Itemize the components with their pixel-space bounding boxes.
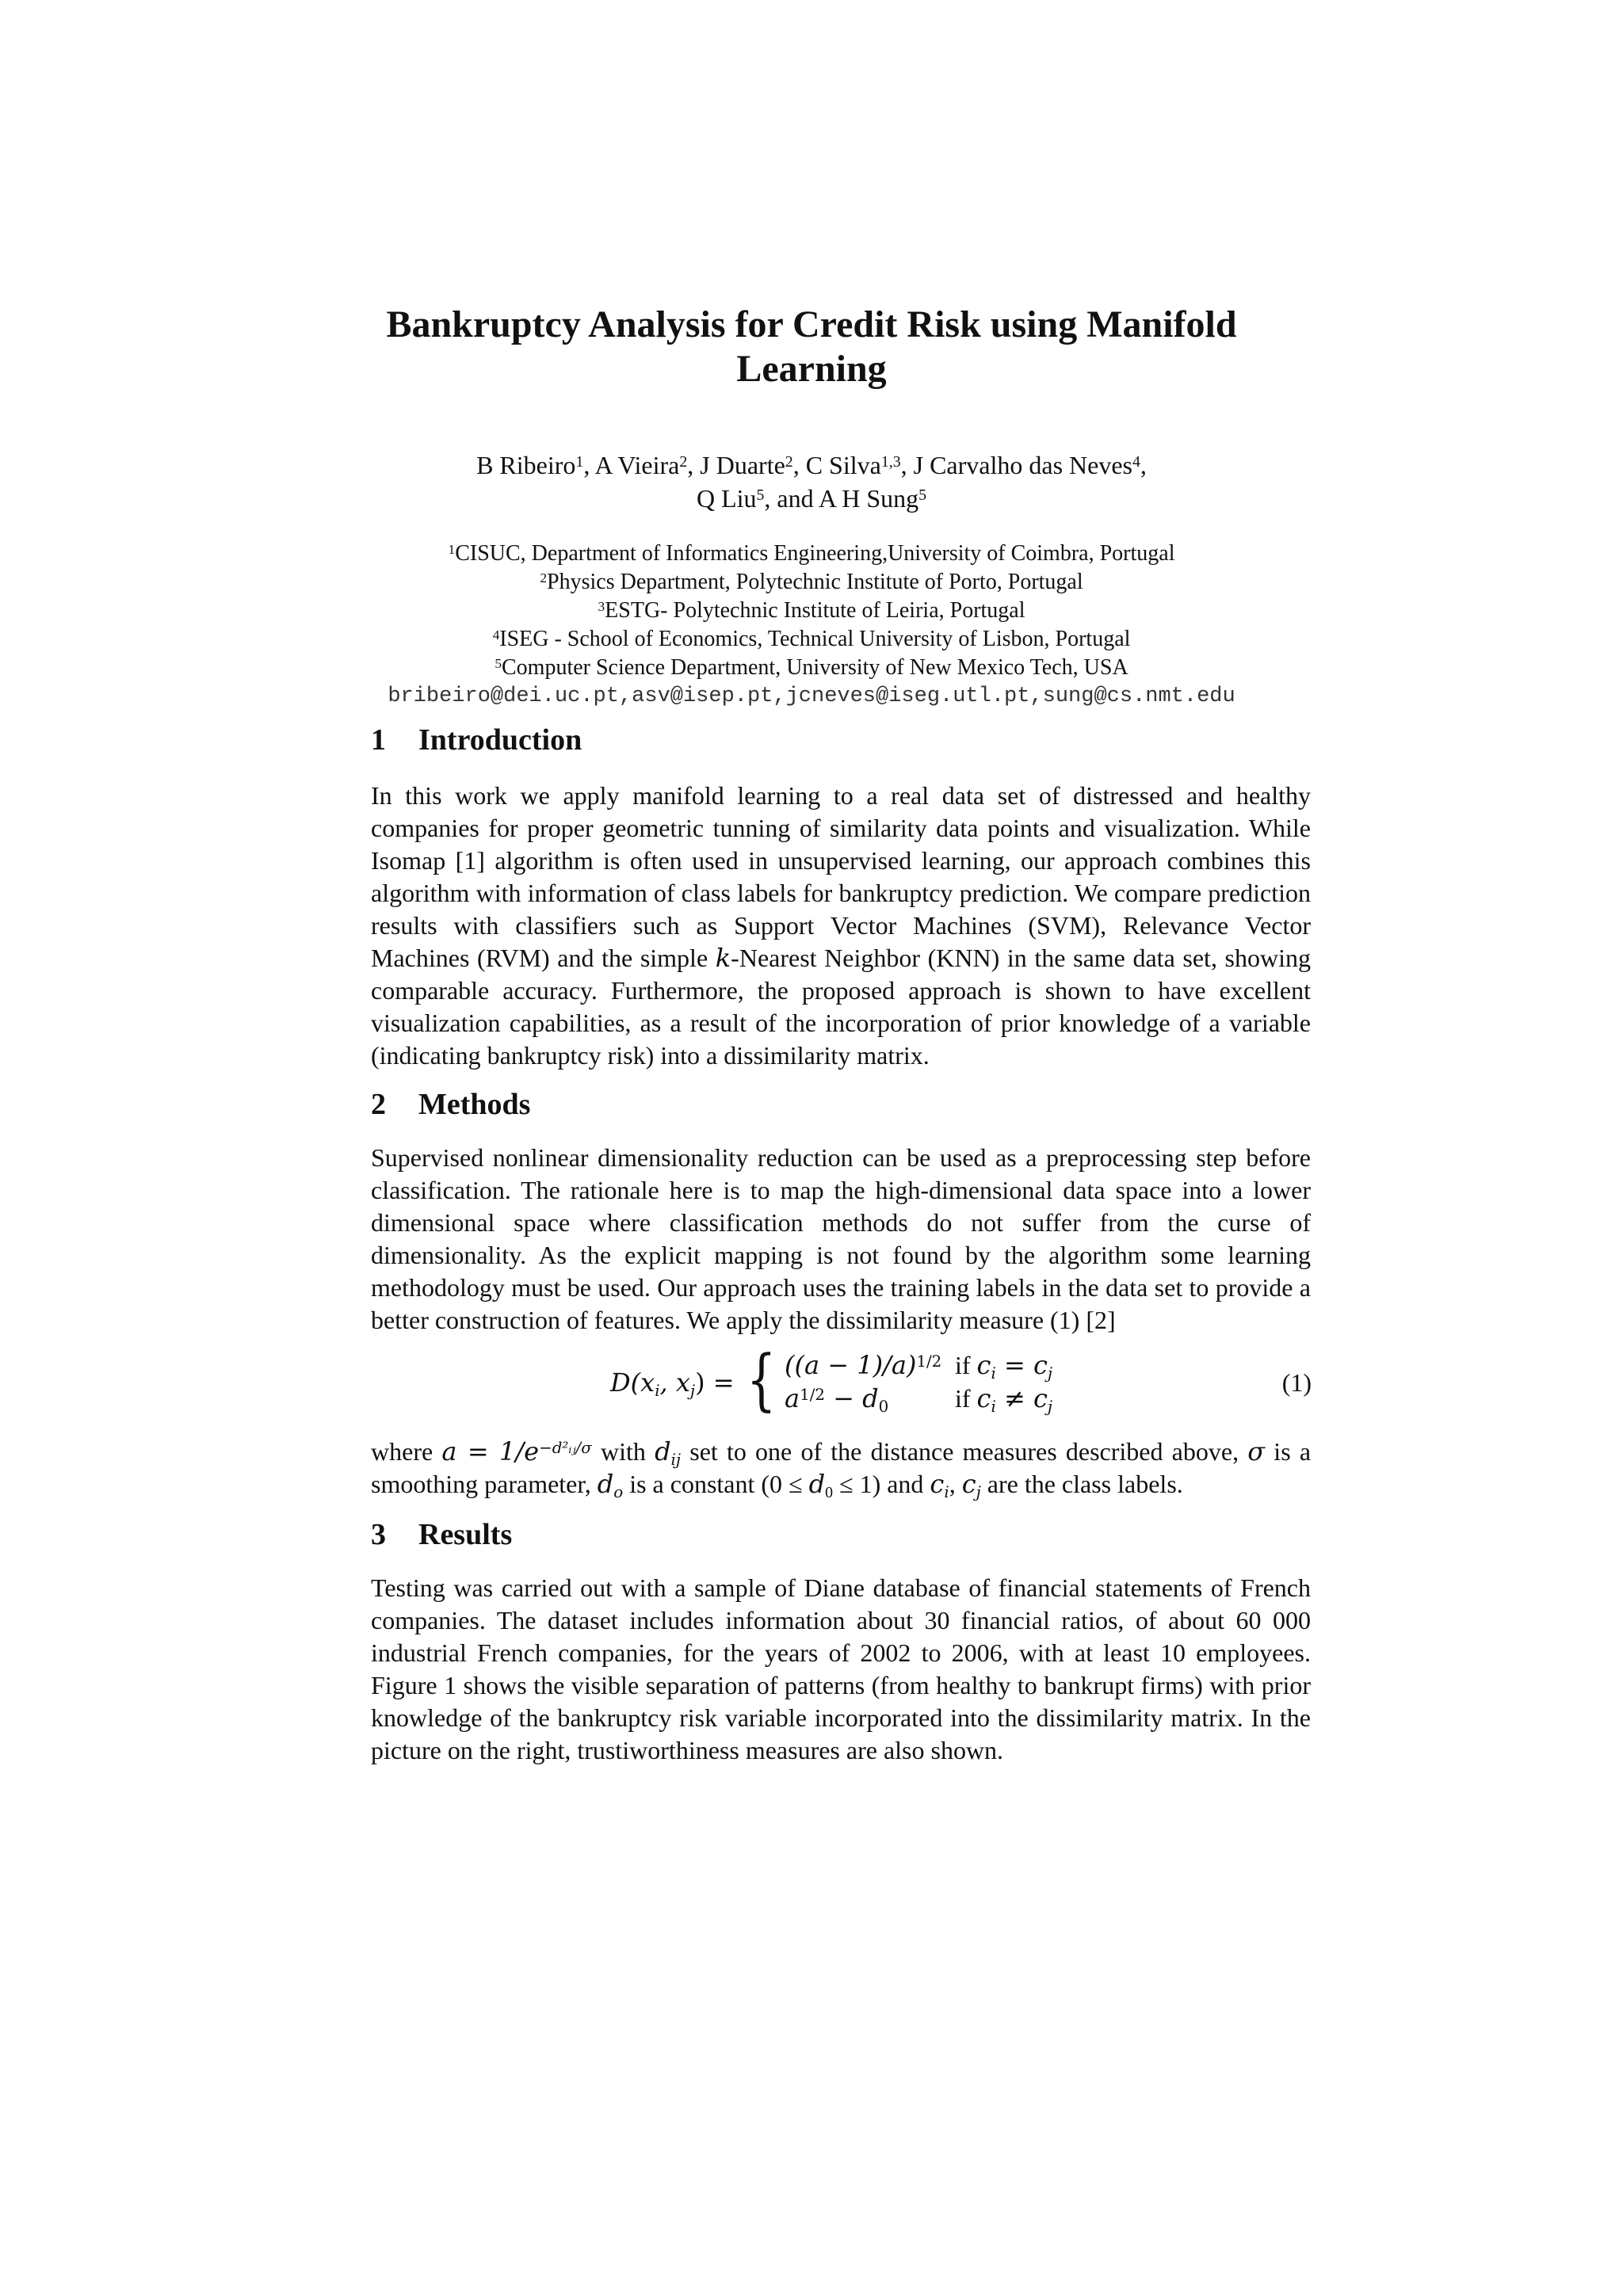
equation-1 — [606, 1343, 1312, 1422]
author-affil-mark: 5 — [756, 486, 765, 505]
author-affil-mark: 1,3 — [880, 453, 901, 471]
math-c: c — [961, 1469, 976, 1499]
equation-brace: { — [747, 1341, 777, 1418]
text-part: , — [949, 1470, 962, 1498]
text-part: are the class labels. — [980, 1470, 1183, 1498]
affiliation — [0, 597, 1623, 625]
section-number: 2 — [371, 1088, 386, 1121]
affiliation-mark: 5 — [495, 656, 502, 672]
eq-part: 0 — [878, 1397, 889, 1416]
author-affil-mark: 5 — [918, 486, 927, 505]
eq-part: 1/2 — [916, 1352, 942, 1371]
math-sub: i — [944, 1482, 949, 1501]
affiliation — [0, 625, 1623, 654]
eq-part: ((a − 1)/a) — [785, 1350, 917, 1380]
affiliation-mark: 1 — [448, 542, 456, 558]
equation-number: (1) — [1281, 1368, 1312, 1397]
eq-part: 1/2 — [800, 1386, 825, 1405]
text-part: set to one of the distance measures described above, — [681, 1437, 1248, 1466]
text-part: ≤ 1) and — [833, 1470, 930, 1498]
author-affil-mark: 2 — [679, 453, 688, 471]
author-line-2 — [0, 482, 1623, 515]
eq-part: ≠ c — [995, 1383, 1048, 1413]
intro-text-part: In this work we apply manifold learning to a real data set of distressed and healthy companies for proper geometric tunning of similarity data points and visualization. While Isomap [1] algorithm is often used in unsupervised learning, our approach combines this algorithm with information of class labels for bankruptcy prediction. We compare prediction results with classifiers such as Support Vector Machines (SVM), Relevance Vector Machines (RVM) and the simple — [371, 781, 1311, 972]
equation-condition-1 — [955, 1349, 1052, 1381]
eq-part: a — [785, 1383, 800, 1413]
author-name: , C Silva — [792, 451, 881, 479]
math-exponent: −d²ᵢⱼ/σ — [539, 1439, 592, 1458]
section-title: Methods — [418, 1088, 531, 1121]
affiliation — [0, 568, 1623, 597]
math-sub: j — [976, 1482, 981, 1501]
math-d: d — [808, 1469, 826, 1499]
author-name: B Ribeiro — [476, 451, 576, 479]
text-part: with — [591, 1437, 655, 1466]
where-paragraph — [371, 1436, 1311, 1501]
text-part: where — [371, 1437, 442, 1466]
section-title: Introduction — [418, 723, 582, 757]
author-line-1 — [0, 448, 1623, 482]
text-part: is a constant (0 ≤ — [623, 1470, 809, 1498]
section-number: 3 — [371, 1518, 386, 1551]
equation-lhs — [610, 1367, 735, 1398]
affiliation-text: CISUC, Department of Informatics Engineering,University of Coimbra, Portugal — [455, 541, 1175, 566]
equation-case-1 — [785, 1349, 941, 1381]
section-number: 1 — [371, 723, 386, 757]
equation-case-2 — [785, 1383, 888, 1414]
eq-part: c — [976, 1383, 991, 1413]
methods-paragraph: Supervised nonlinear dimensionality reduction can be used as a preprocessing step before classification. The rationale here is to map the high-dimensional data space into a lower dimensional space where classification methods do not suffer from the curse of dimensionality. As the explicit mapping is not found by the algorithm some learning methodology must be used. Our approach uses the training labels in the data set to provide a better construction of features. We apply the dissimilarity measure (1) [2] — [371, 1143, 1311, 1334]
math-c: c — [930, 1469, 945, 1499]
author-name: , A Vieira — [583, 451, 680, 479]
math-d: d — [597, 1469, 614, 1499]
results-paragraph: Testing was carried out with a sample of Diane database of financial statements of French companies. The dataset includes information about 30 financial ratios, of about 60 000 industrial French companies, for the years of 2002 to 2006, with at least 10 employees. Figure 1 shows the visible separation of patterns (from healthy to bankrupt firms) with prior knowledge of the bankruptcy risk variable incorporated into the dissimilarity matrix. In the picture on the right, trustiworthiness measures are also shown. — [371, 1573, 1311, 1764]
author-affil-mark: 4 — [1132, 453, 1140, 471]
author-affil-mark: 1 — [575, 453, 584, 471]
eq-part: , x — [659, 1367, 690, 1398]
author-name: , and A H Sung — [764, 484, 919, 513]
math-a: a = 1/e — [441, 1436, 540, 1466]
author-emails: bribeiro@dei.uc.pt,asv@isep.pt,jcneves@iseg.utl.pt,sung@cs.nmt.edu — [388, 685, 1235, 708]
affiliation — [0, 654, 1623, 682]
eq-part: = c — [995, 1350, 1048, 1380]
title-line-1: Bankruptcy Analysis for Credit Risk using Manifold — [386, 303, 1237, 345]
section-heading-results — [371, 1517, 512, 1552]
author-affil-mark: 2 — [785, 453, 793, 471]
eq-part: D(x — [610, 1367, 655, 1398]
math-sigma: σ — [1247, 1436, 1266, 1466]
eq-part: c — [976, 1350, 991, 1380]
affiliation-text: Physics Department, Polytechnic Institute of Porto, Portugal — [547, 570, 1083, 594]
section-heading-methods — [371, 1087, 530, 1122]
eq-part: i — [655, 1381, 660, 1400]
author-list — [0, 448, 1623, 515]
eq-part: if — [955, 1351, 977, 1379]
affiliation — [0, 540, 1623, 568]
affiliation-list — [0, 540, 1623, 682]
author-separator: , — [1140, 451, 1147, 479]
affiliation-text: ESTG- Polytechnic Institute of Leiria, Portugal — [605, 598, 1025, 623]
paper-title — [0, 303, 1623, 391]
affiliation-text: ISEG - School of Economics, Technical University of Lisbon, Portugal — [499, 627, 1131, 651]
eq-part: j — [689, 1381, 696, 1400]
title-line-2: Learning — [736, 348, 887, 390]
math-d: d — [655, 1436, 671, 1466]
math-sub: o — [613, 1482, 624, 1501]
section-heading-introduction — [371, 723, 582, 757]
author-name: , J Carvalho das Neves — [900, 451, 1132, 479]
section-title: Results — [418, 1518, 513, 1551]
equation-condition-2 — [955, 1383, 1052, 1414]
eq-part: if — [955, 1384, 977, 1413]
introduction-paragraph — [371, 780, 1311, 1072]
math-sub: ij — [670, 1450, 682, 1469]
eq-part: j — [1047, 1397, 1053, 1416]
author-name: Q Liu — [696, 484, 757, 513]
eq-part: ) = — [695, 1367, 735, 1398]
affiliation-mark: 3 — [598, 599, 605, 615]
eq-part: j — [1047, 1363, 1053, 1383]
affiliation-mark: 2 — [540, 570, 548, 586]
math-sub: 0 — [825, 1483, 833, 1501]
author-name: , J Duarte — [687, 451, 785, 479]
affiliation-text: Computer Science Department, University of New Mexico Tech, USA — [502, 655, 1128, 680]
math-k: k — [715, 943, 731, 973]
intro-text-part: -Nearest Neighbor (KNN) in the same data set, showing comparable accuracy. Furthermore, the proposed approach is shown to have excellent visualization capabilities, as a result of the incorporation of prior knowledge of a variable (indicating bankruptcy risk) into a dissimilarity matrix. — [371, 944, 1312, 1070]
text-part: is a smoothing parameter, — [371, 1437, 1312, 1498]
eq-part: i — [991, 1363, 996, 1383]
affiliation-mark: 4 — [492, 627, 500, 643]
eq-part: − d — [825, 1383, 879, 1413]
eq-part: i — [991, 1397, 996, 1416]
